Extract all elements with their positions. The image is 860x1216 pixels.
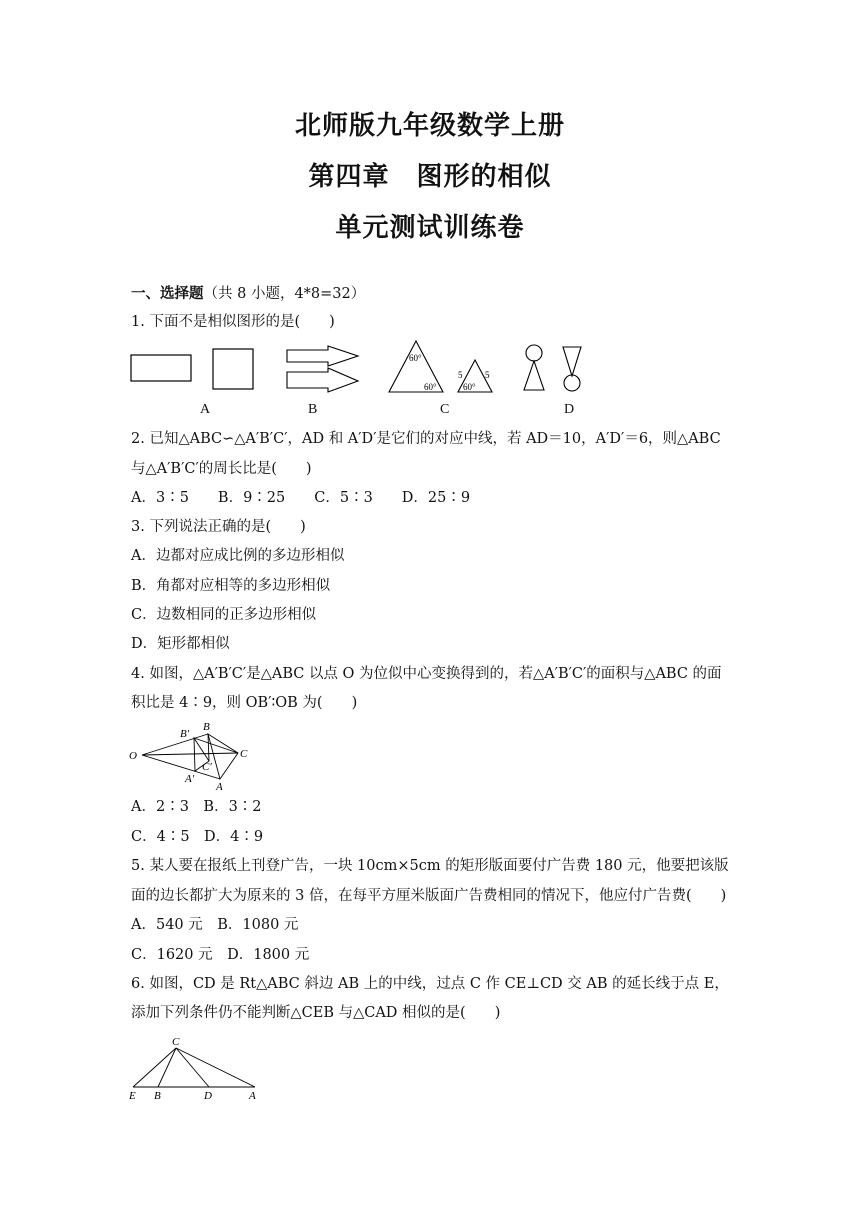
q5-options-2: C．1620 元 D．1800 元: [131, 947, 310, 963]
q1-figure: [0, 335, 860, 400]
q4-label-o: O: [129, 750, 137, 762]
q3-option-d: D．矩形都相似: [131, 636, 230, 652]
q1-label-a: A: [200, 402, 211, 417]
q4-label-c: C: [240, 748, 248, 760]
q1-square: [213, 349, 253, 389]
q4-line1: 4. 如图，△A′B′C′是△ABC 以点 O 为位似中心变换得到的，若△A′B′C′的面积与△ABC 的面: [131, 666, 722, 682]
q5-line1: 5. 某人要在报纸上刊登广告，一块 10cm×5cm 的矩形版面要付广告费 180 元，他要把该版: [131, 858, 729, 874]
q6-label-a: A: [249, 1090, 256, 1102]
q4-line-b1c: [194, 738, 238, 753]
q1-side-mark-2: 5: [485, 370, 490, 380]
q1-angle-mark-1: 60°: [409, 353, 422, 363]
q6-line-cb: [158, 1048, 176, 1087]
q3-option-a: A．边都对应成比例的多边形相似: [131, 548, 345, 564]
q6-line-cd: [176, 1048, 209, 1087]
q4-options-2: C．4∶5 D．4∶9: [131, 829, 264, 845]
q6-line-ca: [176, 1048, 255, 1087]
title-chapter: 第四章 图形的相似: [308, 162, 552, 192]
q3-option-c: C．边数相同的正多边形相似: [131, 607, 317, 623]
q1-arrow-2: [287, 368, 358, 392]
q1-angle-mark-3: 60°: [463, 382, 476, 392]
q6-label-c: C: [172, 1036, 180, 1048]
q3-option-b: B．角都对应相等的多边形相似: [131, 578, 331, 594]
section-heading: [131, 284, 365, 304]
q4-label-c1: C′: [202, 761, 212, 773]
q1-stem: 1. 下面不是相似图形的是( ): [131, 314, 335, 330]
q4-label-a: A: [216, 781, 223, 793]
q6-line1: 6. 如图，CD 是 Rt△ABC 斜边 AB 上的中线，过点 C 作 CE⊥CD 交 AB 的延长线于点 E，: [131, 976, 729, 992]
q2-line1: 2. 已知△ABC∽△A′B′C′，AD 和 A′D′是它们的对应中线，若 AD＝10，A′D′＝6，则△ABC: [131, 431, 721, 447]
q6-line2: 添加下列条件仍不能判断△CEB 与△CAD 相似的是( ): [131, 1005, 501, 1021]
q1-rectangle: [131, 355, 191, 381]
q2-line2: 与△A′B′C′的周长比是( ): [131, 461, 312, 477]
q1-side-mark-1: 5: [458, 370, 463, 380]
section-note: （共 8 小题，4*8=32）: [203, 286, 366, 302]
q6-label-b: B: [154, 1090, 161, 1102]
q5-line2: 面的边长都扩大为原来的 3 倍，在每平方厘米版面广告费相同的情况下，他应付广告费( ): [131, 888, 727, 904]
q1-triangle-down: [563, 347, 581, 376]
q4-label-b: B: [203, 721, 210, 733]
q4-label-b1: B′: [180, 728, 190, 740]
title-test: 单元测试训练卷: [335, 213, 525, 243]
q6-label-d: D: [204, 1090, 212, 1102]
q4-figure: [125, 718, 265, 793]
q5-options-1: A．540 元 B．1080 元: [131, 917, 299, 933]
q6-line-ce: [133, 1048, 176, 1087]
q6-figure: [125, 1035, 270, 1105]
q4-ray-oc: [142, 753, 238, 755]
q4-options-1: A．2∶3 B．3∶2: [131, 799, 262, 815]
q1-label-d: D: [564, 402, 575, 417]
q1-triangle-up: [524, 361, 544, 390]
q3-stem: 3. 下列说法正确的是( ): [131, 519, 306, 535]
q2-options: A．3∶5 B．9∶25 C．5∶3 D．25∶9: [131, 490, 471, 506]
q1-arrow-1: [287, 346, 358, 366]
q1-label-b: B: [308, 402, 318, 417]
q6-label-e: E: [129, 1090, 136, 1102]
title-textbook: 北师版九年级数学上册: [294, 111, 565, 141]
q1-circle-top: [526, 345, 542, 361]
q4-triangle-abc: [208, 734, 238, 779]
q1-label-c: C: [440, 402, 450, 417]
q4-label-a1: A′: [185, 773, 195, 785]
q1-angle-mark-2: 60°: [424, 382, 437, 392]
section-title: 一、选择题: [131, 286, 204, 302]
q4-line2: 积比是 4∶9，则 OB′∶OB 为( ): [131, 695, 358, 711]
